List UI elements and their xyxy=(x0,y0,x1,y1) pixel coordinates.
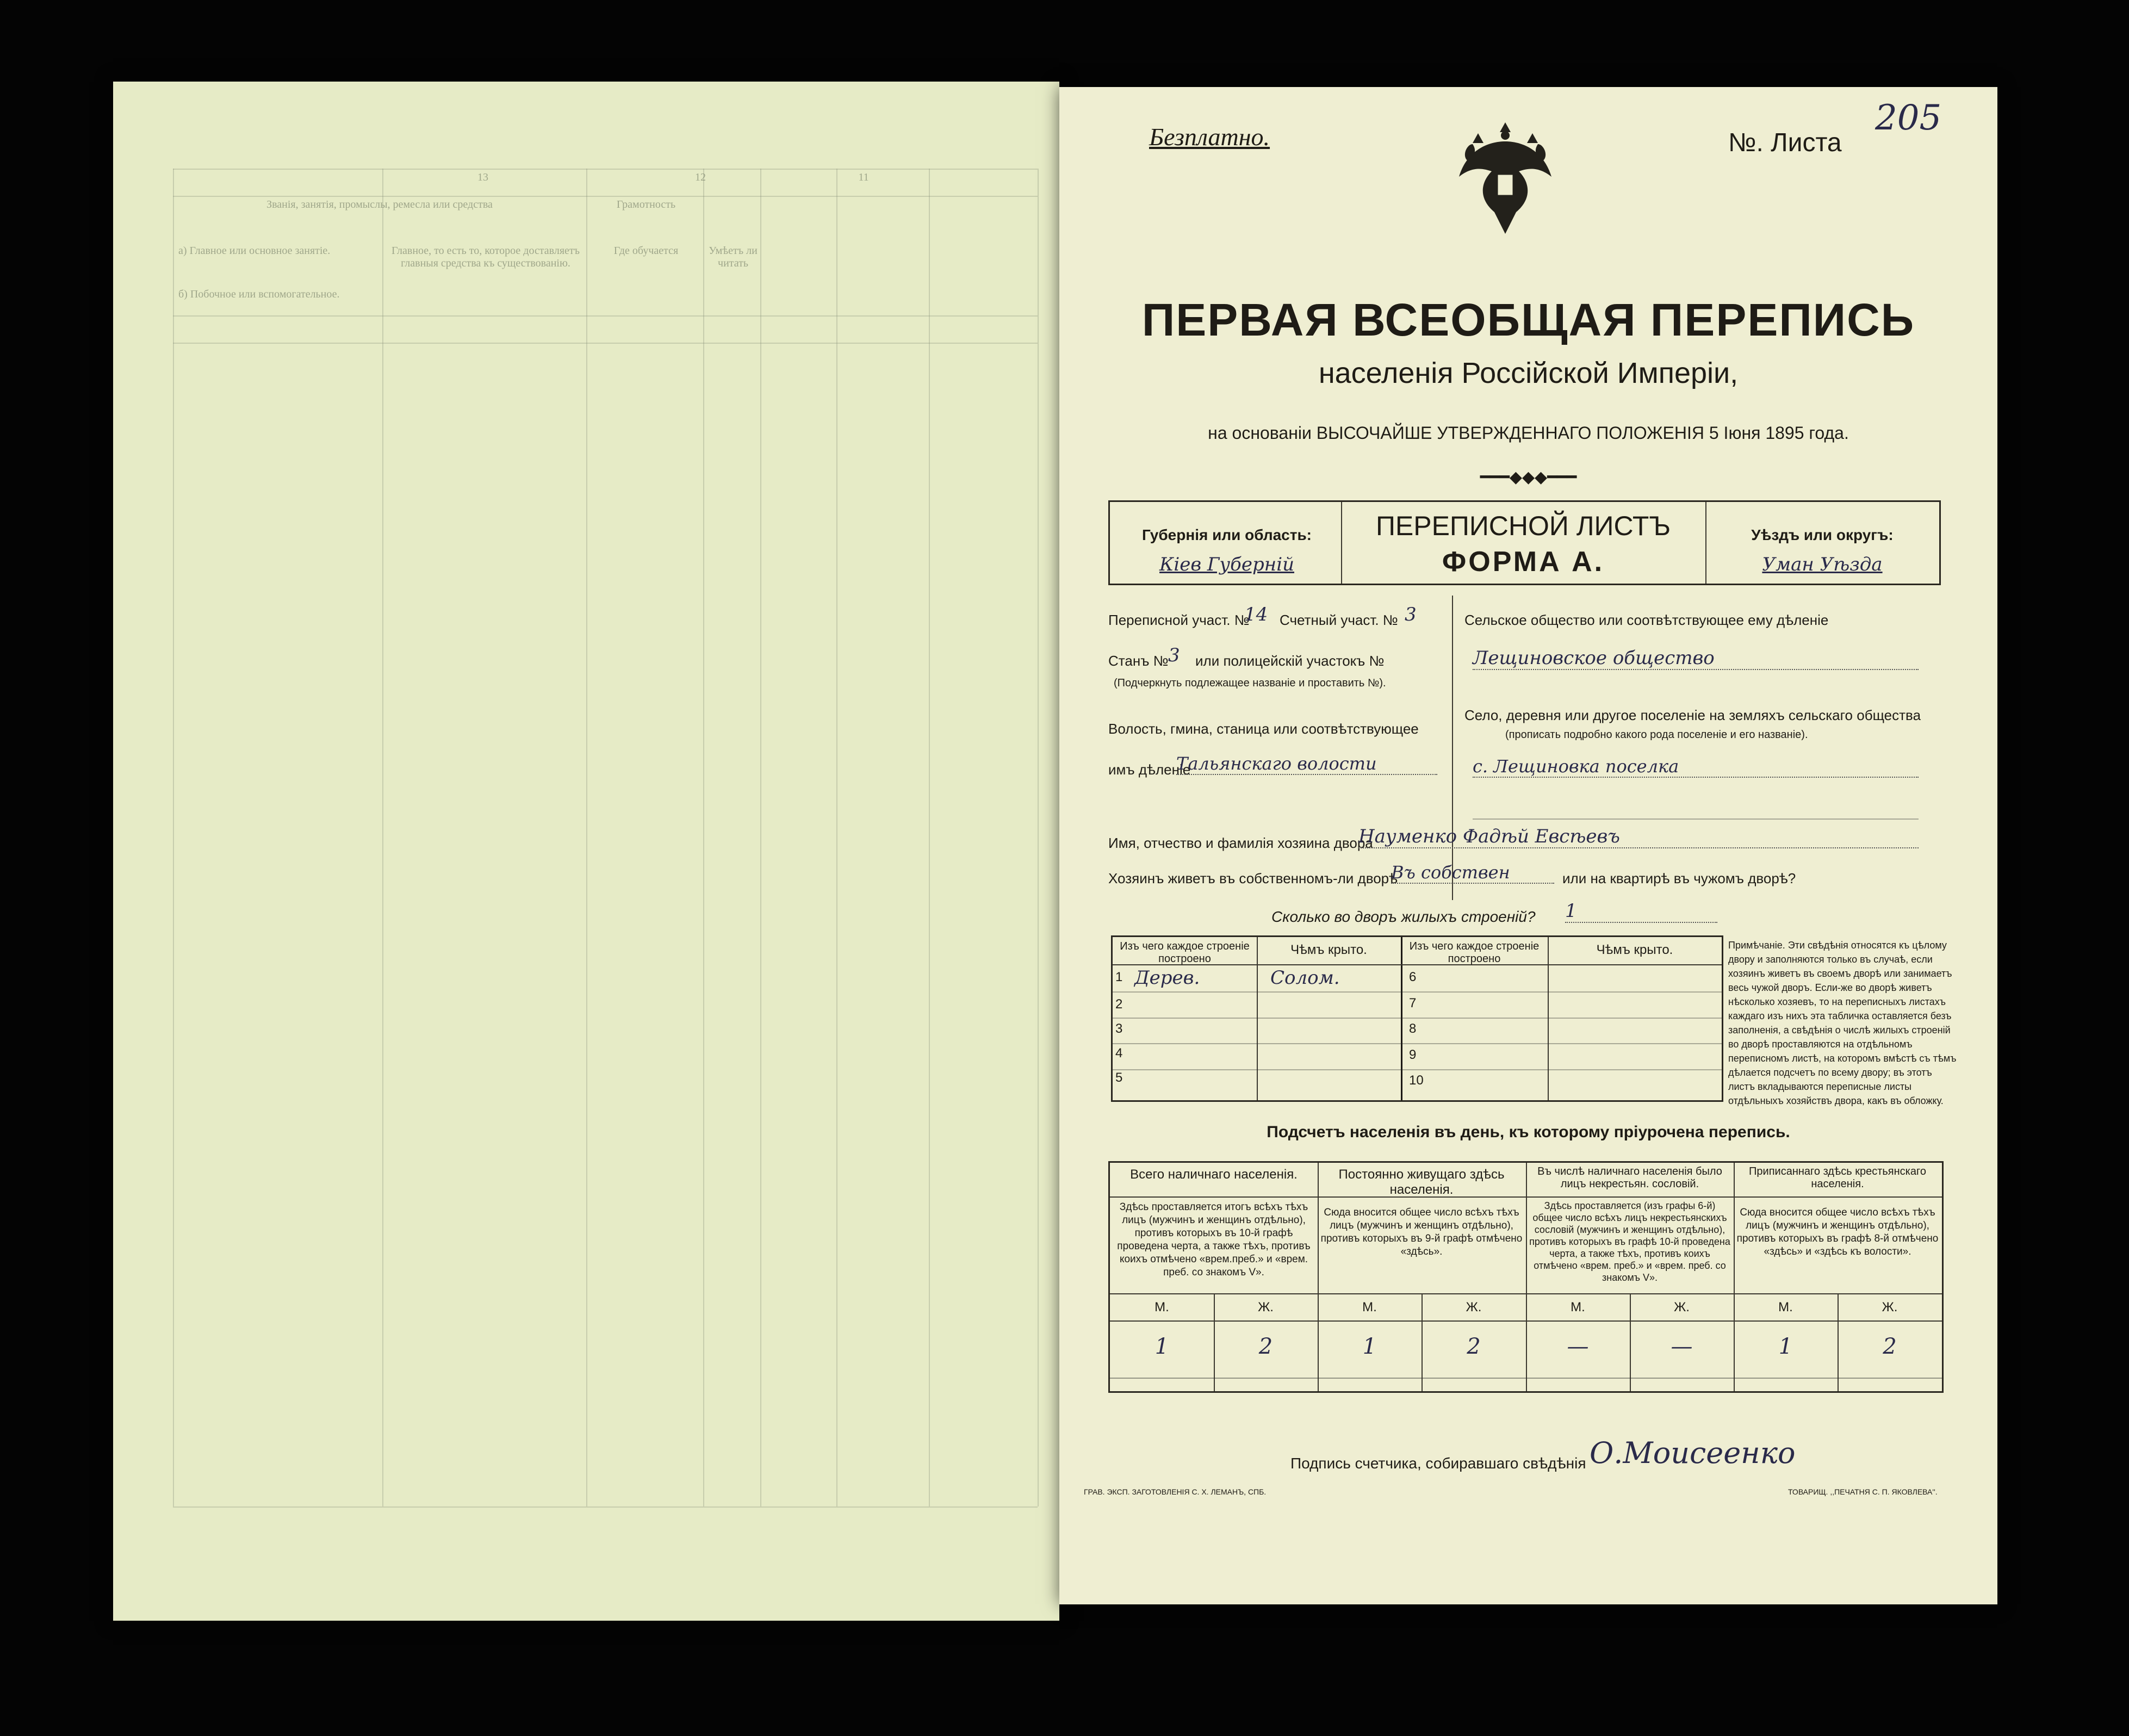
count-col-head: Въ числѣ наличнаго населенія было лицъ некрестьян. сословій. xyxy=(1537,1165,1722,1190)
row-number: 8 xyxy=(1409,1021,1417,1036)
female-label: Ж. xyxy=(1882,1300,1898,1315)
rented-label: или на квартирѣ въ чужомъ дворѣ? xyxy=(1562,870,1796,886)
buildings-table xyxy=(1111,935,1723,1102)
row-number: 10 xyxy=(1409,1073,1424,1088)
count-female-value: 2 xyxy=(1467,1334,1481,1359)
material-header-2: Изъ чего каждое строеніе построено xyxy=(1409,940,1540,965)
volost-label: Волость, гмина, станица или соотвѣтствующее xyxy=(1108,721,1419,737)
right-page xyxy=(1059,87,1997,1604)
male-label: М. xyxy=(1778,1300,1793,1315)
stan-value: 3 xyxy=(1168,644,1180,666)
census-section-value: 14 xyxy=(1244,604,1268,625)
row-number: 9 xyxy=(1409,1047,1417,1062)
owner-value: Науменко Фадѣй Евсѣевъ xyxy=(1358,826,1919,848)
male-label: М. xyxy=(1571,1300,1585,1315)
material-header: Изъ чего каждое строеніе построено xyxy=(1120,940,1250,965)
row-number: 3 xyxy=(1115,1021,1123,1036)
province-value: Кіев Губерній xyxy=(1159,554,1294,575)
province-label: Губернія или область: xyxy=(1141,526,1312,543)
district-value: Уман Уѣзда xyxy=(1762,554,1883,575)
left-head-occupation: Званія, занятія, промыслы, ремесла или средства xyxy=(266,199,493,210)
female-label: Ж. xyxy=(1466,1300,1482,1315)
village-value: с. Лещиновка поселка xyxy=(1473,756,1919,778)
row-number: 1 xyxy=(1115,970,1123,984)
sheet-number-value: 205 xyxy=(1875,98,1942,138)
buildings-label: Сколько во дворъ жилыхъ строеній? xyxy=(1271,908,1536,925)
ornament-divider: ━━━◆◆◆━━━ xyxy=(1480,468,1577,486)
volost-value: Тальянскаго волости xyxy=(1176,753,1437,775)
free-label: Безплатно. xyxy=(1149,123,1270,151)
enumerator-signature: О.Моисеенко xyxy=(1590,1436,1796,1470)
count-section-value: 3 xyxy=(1405,604,1417,625)
buildings-value: 1 xyxy=(1565,900,1717,923)
row-number: 6 xyxy=(1409,970,1417,984)
village-label: Село, деревня или другое поселеніе на земляхъ сельскаго общества xyxy=(1464,707,1921,723)
male-label: М. xyxy=(1154,1300,1169,1315)
female-label: Ж. xyxy=(1258,1300,1274,1315)
village-note: (прописать подробно какого рода поселеніе и его названіе). xyxy=(1505,729,1808,741)
form-label: ФОРМА А. xyxy=(1442,546,1605,578)
count-col-desc: Здѣсь проставляется итогъ всѣхъ тѣхъ лицъ (мужчинъ и женщинъ отдѣльно), противъ которыхъ въ 10-й графѣ проведена черта, а также тѣхъ, противъ коихъ отмѣчено «врем.преб.» и «врем. преб. со знакомъ V». xyxy=(1117,1201,1311,1278)
basis-line: на основаніи ВЫСОЧАЙШЕ УТВЕРЖДЕННАГО ПОЛОЖЕНІЯ 5 Іюня 1895 года. xyxy=(1208,423,1849,443)
count-table-title: Подсчетъ населенія въ день, къ которому пріурочена перепись. xyxy=(1267,1123,1790,1141)
female-label: Ж. xyxy=(1674,1300,1690,1315)
male-label: М. xyxy=(1362,1300,1377,1315)
left-col-number: 11 xyxy=(858,171,869,183)
volost-label-2: имъ дѣленіе xyxy=(1108,761,1191,778)
count-female-value: 2 xyxy=(1883,1334,1897,1359)
left-sub-study: Где обучается xyxy=(613,245,679,257)
count-col-head: Постоянно живущаго здѣсь населенія. xyxy=(1338,1167,1505,1197)
own-yard-label: Хозяинъ живетъ въ собственномъ-ли дворѣ xyxy=(1108,870,1398,886)
owner-label: Имя, отчество и фамилія хозяина двора xyxy=(1108,835,1373,851)
own-yard-value: Въ собствен xyxy=(1391,862,1554,884)
count-male-value: 1 xyxy=(1154,1334,1169,1359)
police-section-label: или полицейскій участокъ № xyxy=(1195,653,1385,669)
left-head-literacy: Грамотность xyxy=(616,199,676,210)
main-title: ПЕРВАЯ ВСЕОБЩАЯ ПЕРЕПИСЬ xyxy=(1141,294,1915,345)
buildings-note: Примѣчаніе. Эти свѣдѣнія относятся къ цѣлому двору и заполняются только въ случаѣ, если хозяинъ живетъ въ своемъ дворѣ или занимаетъ весь чужой дворъ. Если-же во дворѣ живетъ нѣсколько хозяевъ, то на переписныхъ листахъ каждаго изъ нихъ эта табличка оставляется безъ заполненія, а свѣдѣнія о числѣ жилыхъ строеній во дворѣ проставляются на отдѣльномъ переписномъ листѣ, на которомъ вмѣстѣ съ тѣмъ дѣлается подсчетъ по всему двору; въ этотъ листъ вкладываются переписные листы отдѣльныхъ хозяйствъ двора, какъ въ обложку. xyxy=(1728,940,1957,1106)
row-number: 5 xyxy=(1115,1070,1123,1085)
underline-note: (Подчеркнуть подлежащее названіе и проставить №). xyxy=(1114,677,1386,689)
left-sub-side: б) Побочное или вспомогательное. xyxy=(178,288,340,300)
imperial-eagle-emblem xyxy=(1451,117,1560,242)
society-label: Сельское общество или соотвѣтствующее ему дѣленіе xyxy=(1464,612,1829,628)
row-number: 7 xyxy=(1409,996,1417,1010)
count-col-desc: Сюда вносится общее число всѣхъ тѣхъ лицъ (мужчинъ и женщинъ отдѣльно), противъ которыхъ въ графѣ 8-й отмѣчено «здѣсь» и «здѣсь къ волости». xyxy=(1736,1207,1939,1257)
census-section-label: Переписной участ. № xyxy=(1108,612,1250,628)
roof-cell: Солом. xyxy=(1270,967,1340,989)
roof-header: Чѣмъ крыто. xyxy=(1290,943,1367,957)
right-imprint: ТОВАРИЩ. ,,ПЕЧАТНЯ С. П. ЯКОВЛЕВА''. xyxy=(1788,1487,1938,1496)
left-col-number: 13 xyxy=(477,171,488,183)
left-sub-primary: Главное, то есть то, которое доставляетъ главныя средства къ существованію. xyxy=(391,245,580,269)
sheet-number-label: №. Листа xyxy=(1728,128,1842,157)
count-male-value: 1 xyxy=(1362,1334,1377,1359)
row-number: 2 xyxy=(1115,997,1123,1012)
signature-label: Подпись счетчика, собиравшаго свѣдѣнія xyxy=(1290,1455,1586,1472)
material-cell: Дерев. xyxy=(1134,967,1200,989)
district-label: Уѣздъ или округъ: xyxy=(1751,526,1894,543)
count-female-value: — xyxy=(1671,1334,1693,1359)
count-col-head: Всего наличнаго населенія. xyxy=(1130,1167,1298,1182)
society-value: Лещиновское общество xyxy=(1473,647,1919,670)
stan-label: Станъ № xyxy=(1108,653,1169,669)
count-col-desc: Здѣсь проставляется (изъ графы 6-й) общее число всѣхъ лицъ некрестьянскихъ сословій (мужчинъ и женщинъ отдѣльно), противъ которыхъ въ графѣ 10-й проведена черта, а также тѣхъ, противъ коихъ отмѣчено «врем. преб.» и «врем. преб. со знакомъ V». xyxy=(1529,1200,1730,1283)
left-sub-read: Умѣетъ ли читать xyxy=(709,245,758,269)
form-header-box xyxy=(1108,500,1941,585)
population-count-table xyxy=(1108,1161,1944,1393)
left-sub-main: а) Главное или основное занятіе. xyxy=(178,245,331,257)
left-imprint: ГРАВ. ЭКСП. ЗАГОТОВЛЕНІЯ С. Х. ЛЕМАНЪ, СПБ. xyxy=(1084,1487,1267,1496)
left-page xyxy=(113,82,1059,1621)
left-col-number: 12 xyxy=(695,171,706,183)
subtitle: населенія Россійской Имперіи, xyxy=(1318,357,1739,389)
count-col-head: Приписаннаго здѣсь крестьянскаго населенія. xyxy=(1749,1165,1926,1190)
roof-header-2: Чѣмъ крыто. xyxy=(1596,943,1673,957)
count-female-value: 2 xyxy=(1258,1334,1273,1359)
count-section-label: Счетный участ. № xyxy=(1280,612,1398,628)
row-number: 4 xyxy=(1115,1046,1123,1061)
count-col-desc: Сюда вносится общее число всѣхъ тѣхъ лицъ (мужчинъ и женщинъ отдѣльно), противъ которыхъ въ 9-й графѣ отмѣчено «здѣсь». xyxy=(1320,1207,1523,1257)
sheet-title: ПЕРЕПИСНОЙ ЛИСТЪ xyxy=(1375,511,1671,541)
count-male-value: 1 xyxy=(1778,1334,1793,1359)
count-male-value: — xyxy=(1567,1334,1589,1359)
